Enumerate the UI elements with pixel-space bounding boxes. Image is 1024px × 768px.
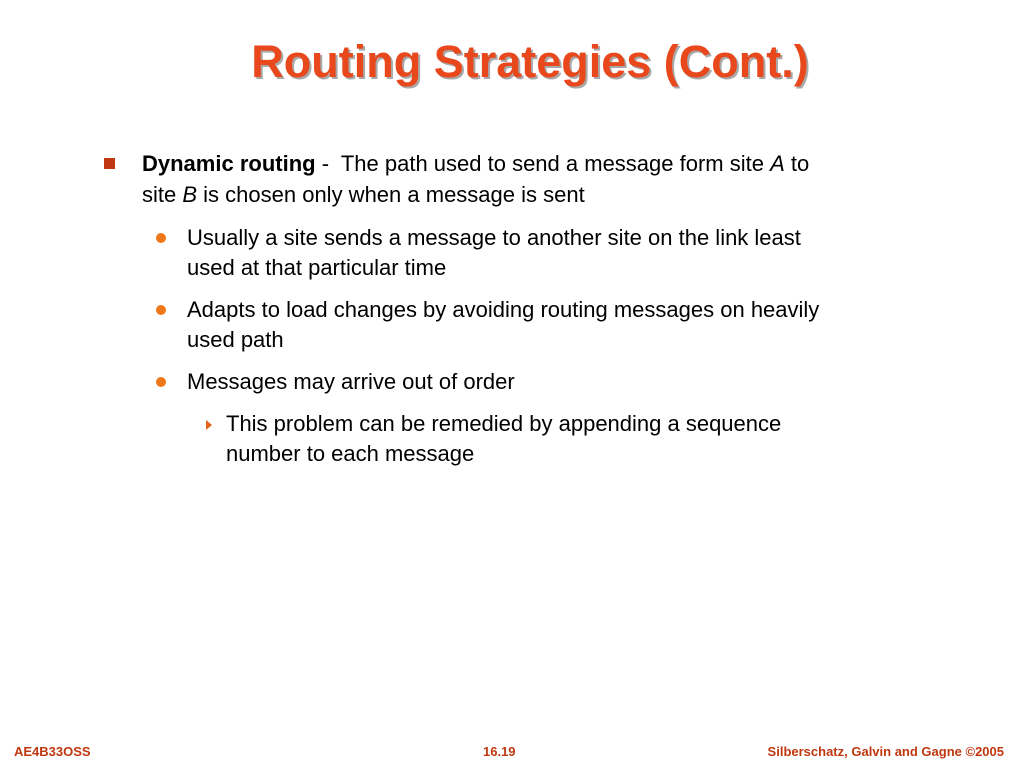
- definition-text-start: site: [142, 182, 183, 207]
- term-separator: -: [315, 151, 341, 176]
- term-dynamic-routing: Dynamic routing: [142, 151, 316, 176]
- bullet-dynamic-routing-line2: [142, 182, 585, 208]
- definition-text-tail: is chosen only when a message is sent: [197, 182, 585, 207]
- sub-bullet-2-line1: Adapts to load changes by avoiding routing messages on heavily: [187, 297, 820, 322]
- sub-bullet-2-line2: used path: [187, 327, 284, 352]
- definition-text: The path used to send a message form site: [340, 151, 771, 176]
- variable-b: B: [182, 182, 198, 207]
- square-bullet-icon: [104, 158, 115, 169]
- footer-page-number: 16.19: [483, 744, 516, 759]
- sub-sub-bullet-1-line2: number to each message: [226, 441, 475, 466]
- footer-copyright: Silberschatz, Galvin and Gagne ©2005: [767, 744, 1004, 759]
- definition-text-end: to: [784, 151, 810, 176]
- sub-bullet-3-line1: Messages may arrive out of order: [187, 369, 515, 394]
- round-bullet-icon: [156, 377, 166, 387]
- round-bullet-icon: [156, 233, 166, 243]
- variable-a: A: [770, 151, 785, 176]
- slide-title: Routing Strategies (Cont.): [251, 36, 809, 87]
- footer-course-code: AE4B33OSS: [14, 744, 91, 759]
- sub-bullet-1-line2: used at that particular time: [187, 255, 447, 280]
- sub-sub-bullet-1-line1: This problem can be remedied by appending a sequence: [226, 411, 782, 436]
- bullet-dynamic-routing-line1: [142, 151, 809, 177]
- arrow-bullet-icon: [206, 420, 212, 430]
- sub-bullet-1-line1: Usually a site sends a message to another site on the link least: [187, 225, 801, 250]
- round-bullet-icon: [156, 305, 166, 315]
